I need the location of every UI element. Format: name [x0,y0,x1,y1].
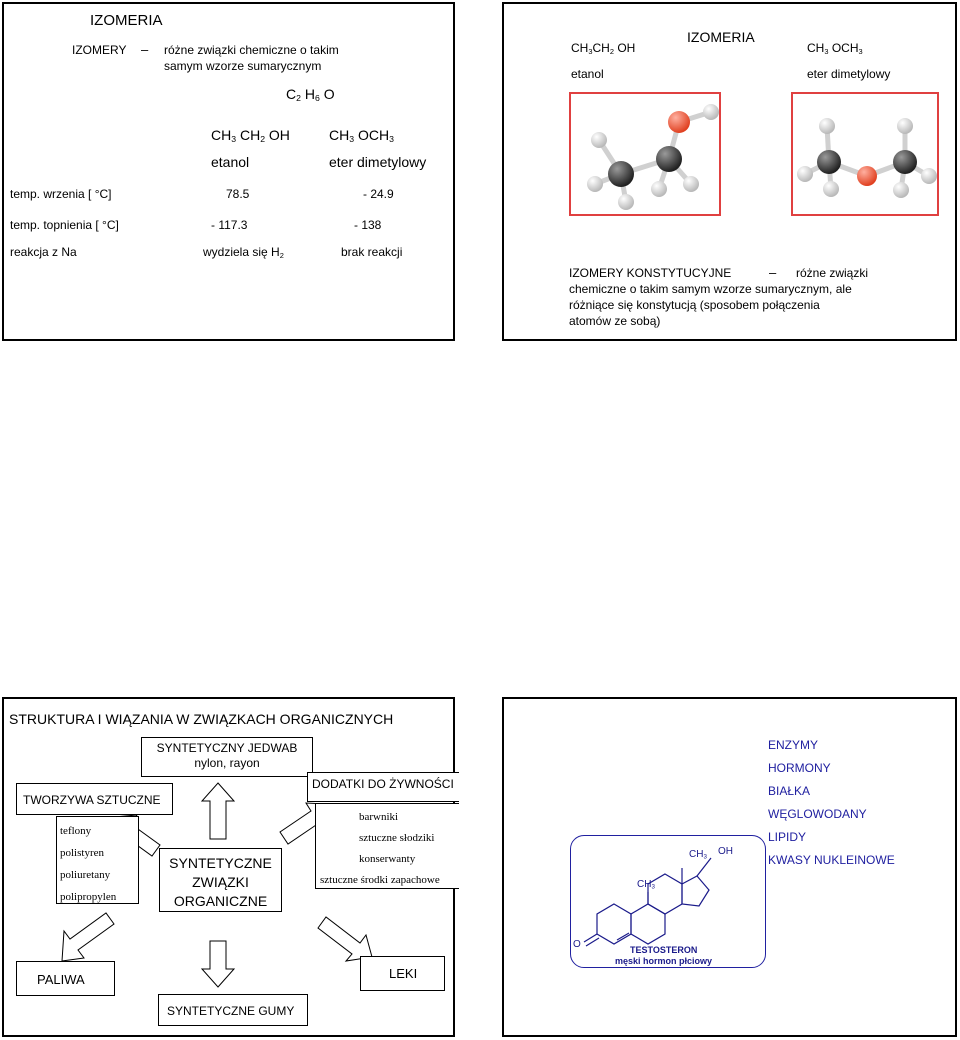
ether-formula: $CH_3$ $OCH_3$ [807,41,863,56]
food-additives-list-box [315,803,459,889]
biomolecule-item: WĘGLOWODANY [768,807,867,821]
food-additives-item: barwniki [359,811,399,823]
hydrogen-atom [587,176,603,192]
slide-isomerism-table [2,2,455,341]
melting-point-label: temp. topnienia [ °C] [10,218,119,232]
isomers-definition-line1: różne związki chemiczne o takim [164,43,339,57]
constitutional-definition-line1: różne związki [796,266,869,280]
biomolecule-item: BIAŁKA [768,784,811,798]
food-additives-box [307,772,459,802]
definition-dash: – [769,265,777,280]
arrow-up [202,783,234,839]
ether-name: eter dimetylowy [329,154,427,170]
plastics-item: teflony [60,825,92,837]
fuels-box [16,961,115,996]
boiling-point-ether: - 24.9 [363,187,394,201]
arrow-down-left [62,913,114,961]
slide-title: STRUKTURA I WIĄZANIA W ZWIĄZKACH ORGANICZNYCH [9,711,394,727]
food-additives-item: sztuczne słodziki [359,832,435,844]
methyl-label-c: $CH_3$ [689,849,707,861]
molecule-name: TESTOSTERON [630,945,698,955]
molecule-description: męski hormon płciowy [615,956,713,966]
hydrogen-atom [893,182,909,198]
ether-formula: $CH_3$ $OCH_3$ [329,127,394,145]
ethanol-name: etanol [571,67,604,81]
center-label-line2: ZWIĄZKI [192,874,249,890]
ring-b [631,904,665,944]
biomolecule-item: LIPIDY [768,830,807,844]
hydrogen-atom [819,118,835,134]
synthetic-rubbers-box [158,994,308,1026]
melting-point-ethanol: - 117.3 [211,218,248,232]
ketone-oxygen-label: O [573,939,581,950]
hydrogen-atom [797,166,813,182]
plastics-item: poliuretany [60,869,111,881]
hydrogen-atom [823,181,839,197]
slide-biomolecules [502,697,957,1037]
food-additives-item: konserwanty [359,853,416,865]
food-additives-item: sztuczne środki zapachowe [320,874,440,886]
hydrogen-atom [683,176,699,192]
ether-ball-and-stick-model [793,94,937,214]
constitutional-definition-line2: chemiczne o takim samym wzorze sumarycznym, ale [569,282,852,296]
methyl-label-a: $CH_3$ [637,879,655,891]
plastics-list-box [56,816,139,904]
constitutional-isomers-term: IZOMERY KONSTYTUCYJNE [569,266,732,280]
synthetic-silk-box [141,737,313,777]
hydrogen-atom [921,168,937,184]
hydroxyl-label: OH [718,846,733,857]
biomolecule-item: KWASY NUKLEINOWE [768,853,895,867]
boiling-point-label: temp. wrzenia [ °C] [10,187,112,201]
carbon-atom [817,150,841,174]
sodium-reaction-ether: brak reakcji [341,245,403,259]
food-additives-label: DODATKI DO ŻYWNOŚCI [312,777,454,791]
slide-synthetic-compounds [2,697,455,1037]
ethanol-formula: $CH_3CH_2$ OH [571,41,636,56]
slide-title: IZOMERIA [90,12,163,29]
center-label-line3: ORGANICZNE [173,893,268,909]
synthetic-silk-examples: nylon, rayon [194,756,260,770]
plastics-box [16,783,173,815]
synthetic-silk-label: SYNTETYCZNY JEDWAB [156,741,298,755]
hydrogen-atom [618,194,634,210]
slide-title: IZOMERIA [687,29,755,45]
isomers-definition-line2: samym wzorze sumarycznym [164,59,322,73]
ethanol-formula: $CH_3$ $CH_2$ OH [211,127,290,145]
center-label-line1: SYNTETYCZNE [169,855,272,871]
drugs-label: LEKI [389,966,418,981]
hydrogen-atom [703,104,719,120]
sodium-reaction-label: reakcja z Na [10,245,77,259]
sodium-reaction-ethanol: wydziela się $H_2$ [203,245,284,260]
constitutional-definition-line4: atomów ze sobą) [569,314,661,328]
ethanol-ball-and-stick-model [571,94,719,214]
oxygen-atom [857,166,877,186]
ether-name: eter dimetylowy [807,67,891,81]
plastics-item: polistyren [60,847,104,859]
arrow-down-right [318,917,372,961]
drugs-box [360,956,445,991]
hydroxyl-bond [697,858,711,876]
ring-a [597,904,631,944]
biomolecule-list [768,734,895,872]
melting-point-ether: - 138 [354,218,382,232]
constitutional-definition-line3: różniące się konstytucją (sposobem połączenia [569,298,820,312]
oxygen-atom [668,111,690,133]
carbon-atom [656,146,682,172]
ethanol-model-frame [569,92,721,216]
slide-molecule-models [502,2,957,341]
isomers-term: IZOMERY [72,43,127,57]
hydrogen-atom [651,181,667,197]
ring-d [682,876,709,906]
carbon-atom [893,150,917,174]
hydrogen-atom [897,118,913,134]
plastics-item: polipropylen [60,891,117,903]
definition-dash: – [141,42,149,57]
fuels-label: PALIWA [37,972,85,987]
ethanol-name: etanol [211,154,250,170]
carbon-atom [608,161,634,187]
ether-model-frame [791,92,939,216]
hydrogen-atom [591,132,607,148]
biomolecule-item: HORMONY [768,761,831,775]
arrow-down [202,941,234,987]
synthetic-rubbers-label: SYNTETYCZNE GUMY [167,1004,295,1018]
boiling-point-ethanol: 78.5 [226,187,250,201]
molecular-formula: $C_2$ $H_6$ O [286,86,335,104]
plastics-label: TWORZYWA SZTUCZNE [23,793,161,807]
synthetic-organic-compounds-box [159,848,282,912]
biomolecule-item: ENZYMY [768,738,819,752]
